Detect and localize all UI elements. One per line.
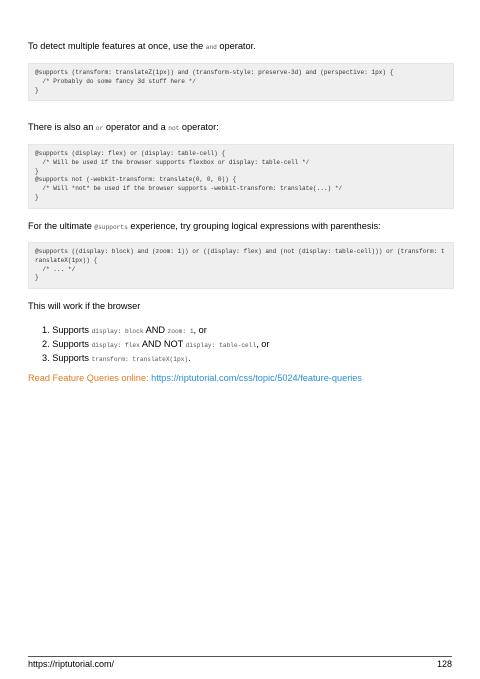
inline-code: or [95,125,104,132]
text: For the ultimate [28,221,95,231]
text: There is also an [28,122,96,132]
inline-code: display: block [91,328,144,335]
read-online-line [28,372,362,384]
paragraph-or-not [28,121,452,135]
inline-code: display: table-cell [185,342,257,349]
inline-code: transform: translateX(1px) [91,356,189,363]
text: experience, try grouping logical expressions with parenthesis: [127,221,381,231]
text: operator. [216,41,256,51]
paragraph-and-operator [28,40,452,54]
page-number: 128 [436,659,452,669]
list-item: 2. Supports display: flex AND NOT display: table-cell, or [42,339,270,349]
inline-code: zoom: 1 [167,328,194,335]
text: operator: [179,122,219,132]
text: To detect multiple features at once, use the [28,41,206,51]
feature-queries-link[interactable]: https://riptutorial.com/css/topic/5024/feature-queries [151,373,362,383]
document-page [28,0,452,679]
list-item: 3. Supports transform: translateX(1px). [42,353,191,363]
code-block-grouping: @supports ((display: block) and (zoom: 1)) or ((display: flex) and (not (display: table-cell))) or (transform: translateX(1px)) { /* ... */ } [28,242,454,289]
inline-code: @supports [94,224,128,231]
paragraph-browser: This will work if the browser [28,301,141,311]
code-block-and: @supports (transform: translateZ(1px)) and (transform-style: preserve-3d) and (perspective: 1px) { /* Probably do some fancy 3d stuff here */ } [28,63,454,101]
text: operator and a [103,122,169,132]
footer-divider [28,656,452,657]
conditions-list [28,324,269,366]
read-online-label: Read Feature Queries online: [28,373,152,383]
inline-code: and [205,44,217,51]
inline-code: display: flex [91,342,140,349]
inline-code: not [168,125,180,132]
paragraph-grouping [28,220,452,234]
footer-site-url[interactable]: https://riptutorial.com/ [28,659,115,669]
code-block-or-not: @supports (display: flex) or (display: table-cell) { /* Will be used if the browser supports flexbox or display: table-cell */ } @supports not (-webkit-transform: translate(0, 0, 0)) { /* Will *not* be used if the browser supports -webkit-transform: translate(...) */ } [28,144,454,209]
list-item: 1. Supports display: block AND zoom: 1, or [42,325,207,335]
